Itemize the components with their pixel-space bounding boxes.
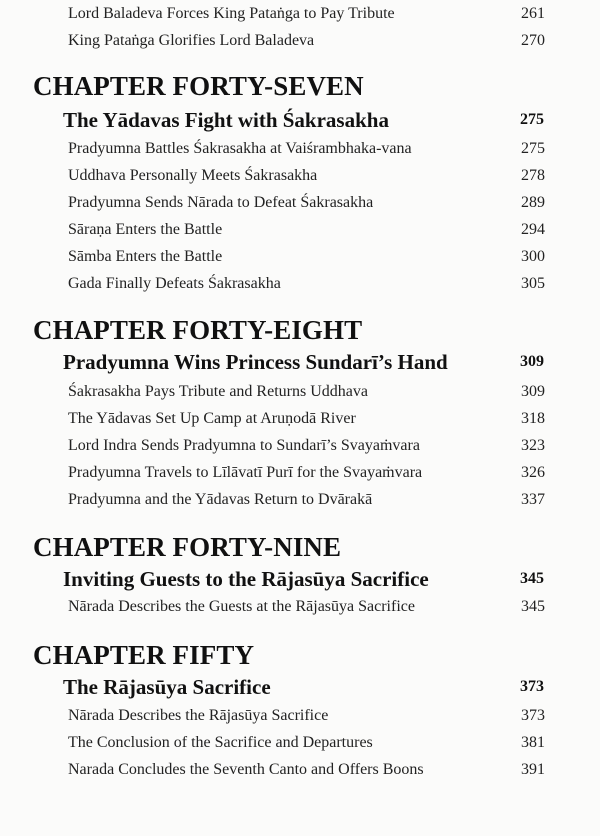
toc-entry: Śakrasakha Pays Tribute and Returns Uddhava [68, 383, 368, 400]
toc-entry-page: 289 [521, 194, 545, 211]
section-title: Pradyumna Wins Princess Sundarī’s Hand [63, 350, 448, 374]
chapter-heading: CHAPTER FORTY-EIGHT [33, 315, 363, 345]
section-title: The Rājasūya Sacrifice [63, 675, 271, 699]
toc-entry: Sāmba Enters the Battle [68, 248, 223, 265]
toc-entry: Pradyumna and the Yādavas Return to Dvārakā [68, 491, 373, 508]
toc-entry-page: 373 [521, 707, 545, 724]
toc-entry-page: 278 [521, 167, 545, 184]
section-page: 345 [520, 570, 544, 587]
toc-entry-page: 275 [521, 140, 545, 157]
chapter-heading: CHAPTER FIFTY [33, 640, 255, 670]
toc-entry-page: 323 [521, 437, 545, 454]
toc-entry: Pradyumna Sends Nārada to Defeat Śakrasakha [68, 194, 374, 211]
toc-entry-page: 326 [521, 464, 545, 481]
toc-entry: The Conclusion of the Sacrifice and Departures [68, 734, 373, 751]
toc-entry: King Pataṅga Glorifies Lord Baladeva [68, 32, 315, 49]
toc-entry: Nārada Describes the Guests at the Rājasūya Sacrifice [68, 598, 415, 615]
toc-entry: Uddhava Personally Meets Śakrasakha [68, 167, 318, 184]
toc-entry-page: 309 [521, 383, 545, 400]
section-page: 373 [520, 678, 544, 695]
toc-entry: Lord Baladeva Forces King Pataṅga to Pay Tribute [68, 5, 395, 22]
toc-entry-page: 391 [521, 761, 545, 778]
chapter-heading: CHAPTER FORTY-NINE [33, 532, 342, 562]
toc-entry: Gada Finally Defeats Śakrasakha [68, 275, 281, 292]
chapter-heading: CHAPTER FORTY-SEVEN [33, 71, 364, 101]
toc-entry: Nārada Describes the Rājasūya Sacrifice [68, 707, 329, 724]
toc-entry: Narada Concludes the Seventh Canto and Offers Boons [68, 761, 424, 778]
toc-entry-page: 345 [521, 598, 545, 615]
toc-entry-page: 270 [521, 32, 545, 49]
toc-entry: The Yādavas Set Up Camp at Aruṇodā River [68, 410, 356, 427]
section-title: Inviting Guests to the Rājasūya Sacrifice [63, 567, 429, 591]
toc-entry-page: 337 [521, 491, 545, 508]
section-title: The Yādavas Fight with Śakrasakha [63, 108, 389, 132]
toc-entry: Sāraṇa Enters the Battle [68, 221, 223, 238]
toc-entry: Pradyumna Travels to Līlāvatī Purī for the Svayaṁvara [68, 464, 423, 481]
toc-entry-page: 318 [521, 410, 545, 427]
toc-entry: Lord Indra Sends Pradyumna to Sundarī’s Svayaṁvara [68, 437, 420, 454]
section-page: 275 [520, 111, 544, 128]
toc-entry-page: 305 [521, 275, 545, 292]
toc-entry-page: 261 [521, 5, 545, 22]
toc-entry-page: 381 [521, 734, 545, 751]
toc-entry-page: 300 [521, 248, 545, 265]
toc-entry: Pradyumna Battles Śakrasakha at Vaiśrambhaka-vana [68, 140, 412, 157]
section-page: 309 [520, 353, 544, 370]
toc-entry-page: 294 [521, 221, 545, 238]
